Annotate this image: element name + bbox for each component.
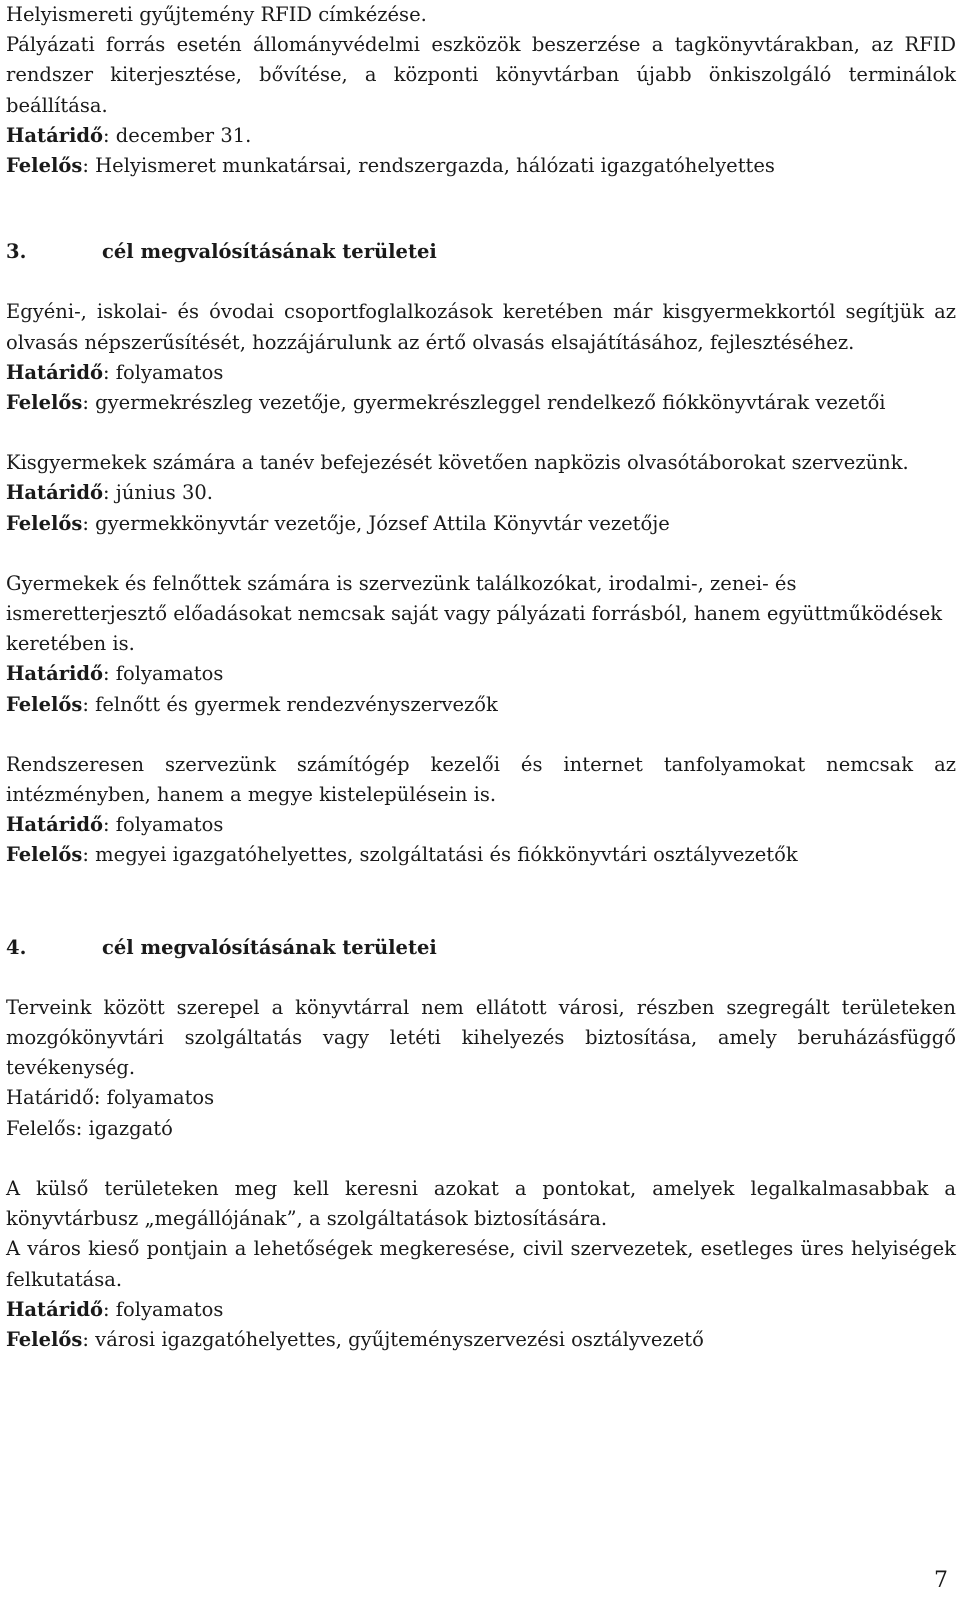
intro-paragraph: Pályázati forrás esetén állományvédelmi eszközök beszerzése a tagkönyvtárakban, az RFID rendszer kiterjesztése, bővítése, a központi könyvtárban újabb önkiszolgáló terminálok beállítása. [6, 33, 956, 117]
responsible-value: : városi igazgatóhelyettes, gyűjteményszervezési osztályvezető [82, 1327, 704, 1351]
spacer [6, 720, 956, 750]
section-3-number: 3. [6, 240, 27, 264]
spacer [6, 963, 956, 993]
spacer [6, 267, 956, 297]
section-4-number: 4. [6, 935, 27, 959]
responsible-value: : gyermekkönyvtár vezetője, József Attila Könyvtár vezetője [82, 511, 670, 535]
deadline-label: Határidő [6, 123, 104, 147]
responsible-value: : megyei igazgatóhelyettes, szolgáltatási és fiókkönyvtári osztályvezetők [82, 843, 798, 867]
section-3-item-text: Rendszeresen szervezünk számítógép kezelői és internet tanfolyamokat nemcsak az intézményben, hanem a megye kistelepülésein is. [6, 752, 956, 807]
spacer [6, 539, 956, 569]
intro-deadline [6, 121, 956, 151]
deadline-label: Határidő [6, 813, 104, 837]
deadline-label: Határidő [6, 481, 104, 505]
spacer [6, 1144, 956, 1174]
section-3-item-text: Egyéni-, iskolai- és óvodai csoportfoglalkozások keretében már kisgyermekkortól segítjük az olvasás népszerűsítését, hozzájárulunk az értő olvasás elsajátításához, fejlesztéséhez. [6, 300, 956, 354]
section-4-item-responsible [6, 1325, 956, 1355]
section-4-heading [6, 933, 956, 963]
responsible-value: : felnőtt és gyermek rendezvényszervezők [82, 692, 498, 716]
section-3-item-deadline [6, 659, 956, 689]
section-3-item-responsible [6, 388, 956, 418]
document-page [6, 0, 956, 1355]
responsible-value: : gyermekrészleg vezetője, gyermekrészleggel rendelkező fiókkönyvtárak vezetői [82, 391, 886, 415]
responsible-value: : Helyismeret munkatársai, rendszergazda, hálózati igazgatóhelyettes [82, 154, 775, 178]
deadline-value: : december 31. [103, 123, 252, 147]
intro-line: Helyismereti gyűjtemény RFID címkézése. [6, 3, 427, 26]
section-4-title: cél megvalósításának területei [102, 935, 437, 959]
responsible-label: Felelős [6, 154, 83, 178]
section-4-item-deadline: Határidő: folyamatos [6, 1086, 215, 1110]
section-3-item-responsible [6, 509, 956, 539]
section-3-item-text: Kisgyermekek számára a tanév befejezését követően napközis olvasótáborokat szervezünk. [6, 451, 909, 475]
page-number: 7 [934, 1568, 948, 1593]
section-3-item-responsible [6, 690, 956, 720]
responsible-label: Felelős [6, 843, 83, 867]
section-3-heading [6, 237, 956, 267]
responsible-label: Felelős [6, 391, 83, 415]
deadline-label: Határidő [6, 360, 104, 384]
deadline-value: : folyamatos [103, 360, 224, 384]
responsible-label: Felelős [6, 511, 83, 535]
section-3-item-responsible [6, 840, 956, 870]
spacer [6, 871, 956, 933]
responsible-label: Felelős [6, 692, 83, 716]
spacer [6, 418, 956, 448]
section-4-item-text: A külső területeken meg kell keresni azokat a pontokat, amelyek legalkalmasabbak a könyvtárbusz „megállójának”, a szolgáltatások biztosítására. [6, 1176, 956, 1231]
section-3-item-deadline [6, 358, 956, 388]
section-3-item-deadline [6, 810, 956, 840]
intro-responsible [6, 151, 956, 181]
deadline-value: : folyamatos [103, 813, 224, 837]
deadline-value: : folyamatos [103, 662, 224, 686]
section-4-item-responsible: Felelős: igazgató [6, 1116, 173, 1140]
deadline-label: Határidő [6, 1297, 104, 1321]
section-3-title: cél megvalósításának területei [102, 240, 437, 264]
deadline-label: Határidő [6, 662, 104, 686]
deadline-value: : június 30. [103, 481, 213, 505]
section-3-item-deadline [6, 478, 956, 508]
section-4-item-deadline [6, 1295, 956, 1325]
spacer [6, 181, 956, 237]
section-3-item-text: Gyermekek és felnőttek számára is szervezünk találkozókat, irodalmi-, zenei- és ismeretterjesztő előadásokat nemcsak saját vagy pályázati forrásból, hanem együttműködések keretében is. [6, 571, 943, 656]
section-4-item-text: A város kieső pontjain a lehetőségek megkeresése, civil szervezetek, esetleges üres helyiségek felkutatása. [6, 1237, 956, 1291]
section-4-item-text: Terveink között szerepel a könyvtárral nem ellátott városi, részben szegregált területeken mozgókönyvtári szolgáltatás vagy letéti kihelyezés biztosítása, amely beruházásfüggő tevékenység. [6, 995, 956, 1080]
deadline-value: : folyamatos [103, 1297, 224, 1321]
responsible-label: Felelős [6, 1327, 83, 1351]
